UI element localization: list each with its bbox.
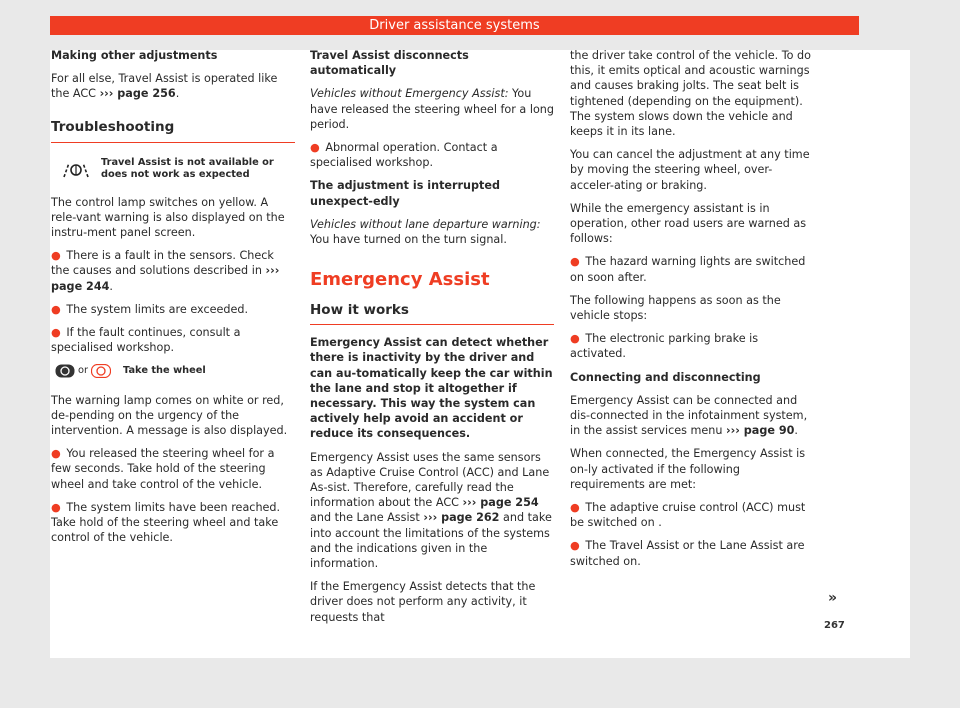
bullet-limits-reached: ● The system limits have been reached. Take hold of the steering wheel and take control of the vehicle. — [51, 500, 281, 545]
vehicle-stops-text: The following happens as soon as the vehicle stops: — [570, 293, 781, 323]
page-ref-link[interactable]: ››› page 244 — [51, 264, 280, 293]
control-lamp-text: The control lamp switches on yellow. A rele-vant warning is also displayed on the instru-ment panel screen. — [51, 195, 285, 240]
interrupted-text: Vehicles without lane departure warning: You have turned on the turn signal. — [310, 217, 541, 247]
making-adjustments-text: For all else, Travel Assist is operated like the ACC ››› page 256. — [51, 72, 278, 101]
travel-assist-lamp-icon — [51, 157, 101, 181]
requirements-text: When connected, the Emergency Assist is on-ly activated if the following requirements are met: — [570, 447, 806, 491]
bullet-fault-continues: ● If the fault continues, consult a specialised workshop. — [51, 326, 241, 355]
lamp-take-wheel-row — [55, 363, 295, 378]
bullet-icon: ● — [51, 249, 61, 263]
connecting-heading: Connecting and disconnecting — [570, 370, 761, 384]
warning-lamp-text: The warning lamp comes on white or red, de-pending on the urgency of the intervention. A message is also displayed. — [51, 393, 288, 438]
bullet-acc-on: ● The adaptive cruise control (ACC) must be switched on . — [570, 501, 806, 530]
bullet-icon: ● — [51, 500, 61, 514]
steering-wheel-red-icon — [91, 364, 111, 378]
disconnects-text: Vehicles without Emergency Assist: You have released the steering wheel for a long period. — [310, 87, 554, 131]
operation-text: While the emergency assistant is in operation, other road users are warned as follows: — [570, 201, 807, 246]
interrupted-heading: The adjustment is interrupted unexpect-edly — [310, 179, 500, 208]
sensors-text: Emergency Assist uses the same sensors as Adaptive Cruise Control (ACC) and Lane As-sist. Therefore, carefully read the information about the ACC ››› page 254 and the Lane Assist ››› page 262 and take into account the limitations of the systems and the indications given in the information. — [310, 450, 552, 571]
connecting-text: Emergency Assist can be connected and dis-connected in the infotainment system, in the assist services menu ››› page 90. — [570, 393, 808, 438]
lamp-travel-assist-row — [51, 157, 295, 181]
page-ref-link[interactable]: ››› page 262 — [423, 511, 500, 525]
bullet-icon: ● — [570, 255, 580, 269]
bullet-icon: ● — [570, 332, 580, 346]
lamp-travel-assist-label: Travel Assist is not available or does not work as expected — [101, 156, 274, 180]
bullet-icon: ● — [51, 447, 61, 461]
how-it-works-title: How it works — [310, 299, 554, 325]
disconnects-heading: Travel Assist disconnects automatically — [310, 49, 469, 78]
page-ref-link[interactable]: ››› page 90 — [726, 424, 795, 438]
page-number: 267 — [824, 620, 845, 631]
troubleshooting-title: Troubleshooting — [51, 110, 295, 143]
bullet-icon: ● — [570, 539, 580, 553]
emergency-intro: Emergency Assist can detect whether there is inactivity by the driver and can au-tomatically keep the car within the lane and stop it altogether if necessary. This way the system can actively help avoid an accident or reduce its consequences. — [310, 336, 553, 441]
continue-mark: » — [828, 590, 838, 606]
bullet-system-limits: ● The system limits are exceeded. — [51, 302, 249, 316]
page-ref-link[interactable]: ››› page 254 — [462, 496, 539, 510]
making-adjustments-heading: Making other adjustments — [51, 49, 218, 62]
bullet-icon: ● — [51, 326, 61, 340]
bullet-icon: ● — [51, 302, 61, 316]
lamp-or-text: or — [78, 365, 89, 377]
bullet-parking-brake: ● The electronic parking brake is activated. — [570, 332, 759, 361]
cancel-text: You can cancel the adjustment at any time by moving the steering wheel, over-acceler-ating or braking. — [570, 148, 810, 192]
bullet-icon: ● — [310, 141, 320, 155]
column-left — [51, 48, 295, 553]
bullet-released-wheel: ● You released the steering wheel for a few seconds. Take hold of the steering wheel and take control of the vehicle. — [51, 447, 275, 491]
lamp-take-wheel-label: Take the wheel — [123, 365, 206, 377]
emergency-assist-title: Emergency Assist — [310, 269, 490, 291]
take-control-text: the driver take control of the vehicle. To do this, it emits optical and acoustic warnings and causes braking jolts. The seat belt is tightened (depending on the equipment). The system slows down the vehicle and keeps it in its lane. — [570, 49, 811, 139]
bullet-hazard-lights: ● The hazard warning lights are switched on soon after. — [570, 255, 806, 284]
bullet-travel-assist-on: ● The Travel Assist or the Lane Assist are switched on. — [570, 539, 805, 568]
detects-text: If the Emergency Assist detects that the driver does not perform any activity, it requests that — [310, 580, 536, 624]
bullet-fault-sensors: ● There is a fault in the sensors. Check the causes and solutions described in ››› page 244. — [51, 249, 280, 293]
bullet-abnormal-operation: ● Abnormal operation. Contact a specialised workshop. — [310, 141, 498, 170]
column-right — [570, 48, 814, 577]
steering-wheel-white-icon — [55, 364, 75, 378]
column-middle — [310, 48, 554, 633]
header-title: Driver assistance systems — [369, 18, 540, 33]
page-header — [50, 16, 859, 35]
page-ref-link[interactable]: ››› page 256 — [99, 87, 176, 101]
bullet-icon: ● — [570, 501, 580, 515]
